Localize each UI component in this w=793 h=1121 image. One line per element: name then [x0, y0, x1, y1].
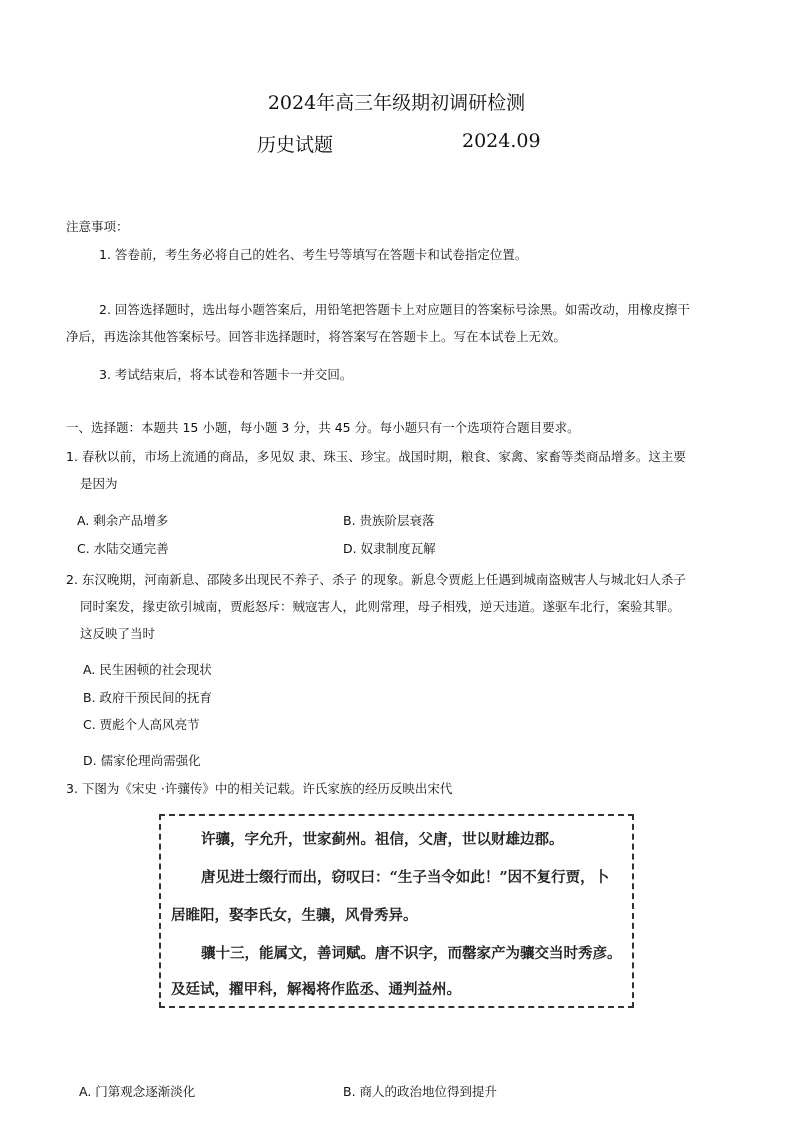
q2-option-d: D. 儒家伦理尚需强化	[83, 753, 201, 768]
q1-option-d: D. 奴隶制度瓦解	[343, 541, 436, 556]
q2-line-3: 这反映了当时	[80, 626, 156, 641]
quote-line-4: 骧十三，能属文，善词赋。唐不识字，而罄家产为骧交当时秀彦。	[201, 945, 622, 962]
quote-line-2: 唐见进士缀行而出，窃叹曰：“生子当令如此！”因不复行贾，卜	[201, 869, 610, 886]
q1-line-2: 是因为	[80, 476, 118, 491]
notice-item-3: 3. 考试结束后，将本试卷和答题卡一并交回。	[99, 367, 353, 382]
q2-option-c: C. 贾彪个人高风亮节	[83, 717, 200, 732]
q2-option-b: B. 政府干预民间的抚育	[83, 690, 213, 705]
notice-item-2-line-2: 净后，再选涂其他答案标号。回答非选择题时，将答案写在答题卡上。写在本试卷上无效。	[66, 329, 567, 344]
notice-item-2-line-1: 2. 回答选择题时，选出每小题答案后，用铅笔把答题卡上对应题目的答案标号涂黑。如需改动，用橡皮擦干	[99, 302, 690, 317]
quote-line-3: 居睢阳，娶李氏女，生骧，风骨秀异。	[171, 907, 418, 924]
q2-line-2: 同时案发，掾吏欲引城南，贾彪怒斥：贼寇害人，此则常理，母子相残，逆天违道。遂驱车北行，案验其罪。	[80, 599, 681, 614]
q3-option-a: A. 门第观念逐渐淡化	[79, 1084, 196, 1099]
notice-heading: 注意事项：	[66, 219, 129, 234]
quote-line-5: 及廷试，擢甲科，解褐将作监丞、通判益州。	[171, 981, 461, 998]
q1-option-a: A. 剩余产品增多	[77, 513, 169, 528]
section-heading: 一、选择题：本题共 15 小题，每小题 3 分，共 45 分。每小题只有一个选项符合题目要求。	[66, 420, 580, 435]
q3-option-b: B. 商人的政治地位得到提升	[343, 1084, 498, 1099]
q1-line-1: 1. 春秋以前，市场上流通的商品，多见奴 隶、珠玉、珍宝。战国时期，粮食、家禽、家畜等类商品增多。这主要	[66, 449, 686, 464]
q1-option-c: C. 水陆交通完善	[77, 541, 169, 556]
exam-date: 2024.09	[462, 130, 541, 152]
exam-subject: 历史试题	[257, 134, 334, 156]
quote-box	[159, 814, 634, 1008]
q2-line-1: 2. 东汉晚期，河南新息、邵陵多出现民不养子、杀子 的现象。新息令贾彪上任遇到城南盗贼害人与城北妇人杀子	[66, 572, 686, 587]
q2-option-a: A. 民生困顿的社会现状	[83, 662, 212, 677]
quote-line-1: 许骧，字允升，世家蓟州。祖信，父唐，世以财雄边郡。	[201, 831, 564, 848]
q3-line-1: 3. 下图为《宋史 ·许骧传》中的相关记载。许氏家族的经历反映出宋代	[66, 781, 453, 796]
exam-title: 2024年高三年级期初调研检测	[267, 92, 526, 114]
notice-item-1: 1. 答卷前，考生务必将自己的姓名、考生号等填写在答题卡和试卷指定位置。	[99, 247, 528, 262]
q1-option-b: B. 贵族阶层衰落	[343, 513, 435, 528]
